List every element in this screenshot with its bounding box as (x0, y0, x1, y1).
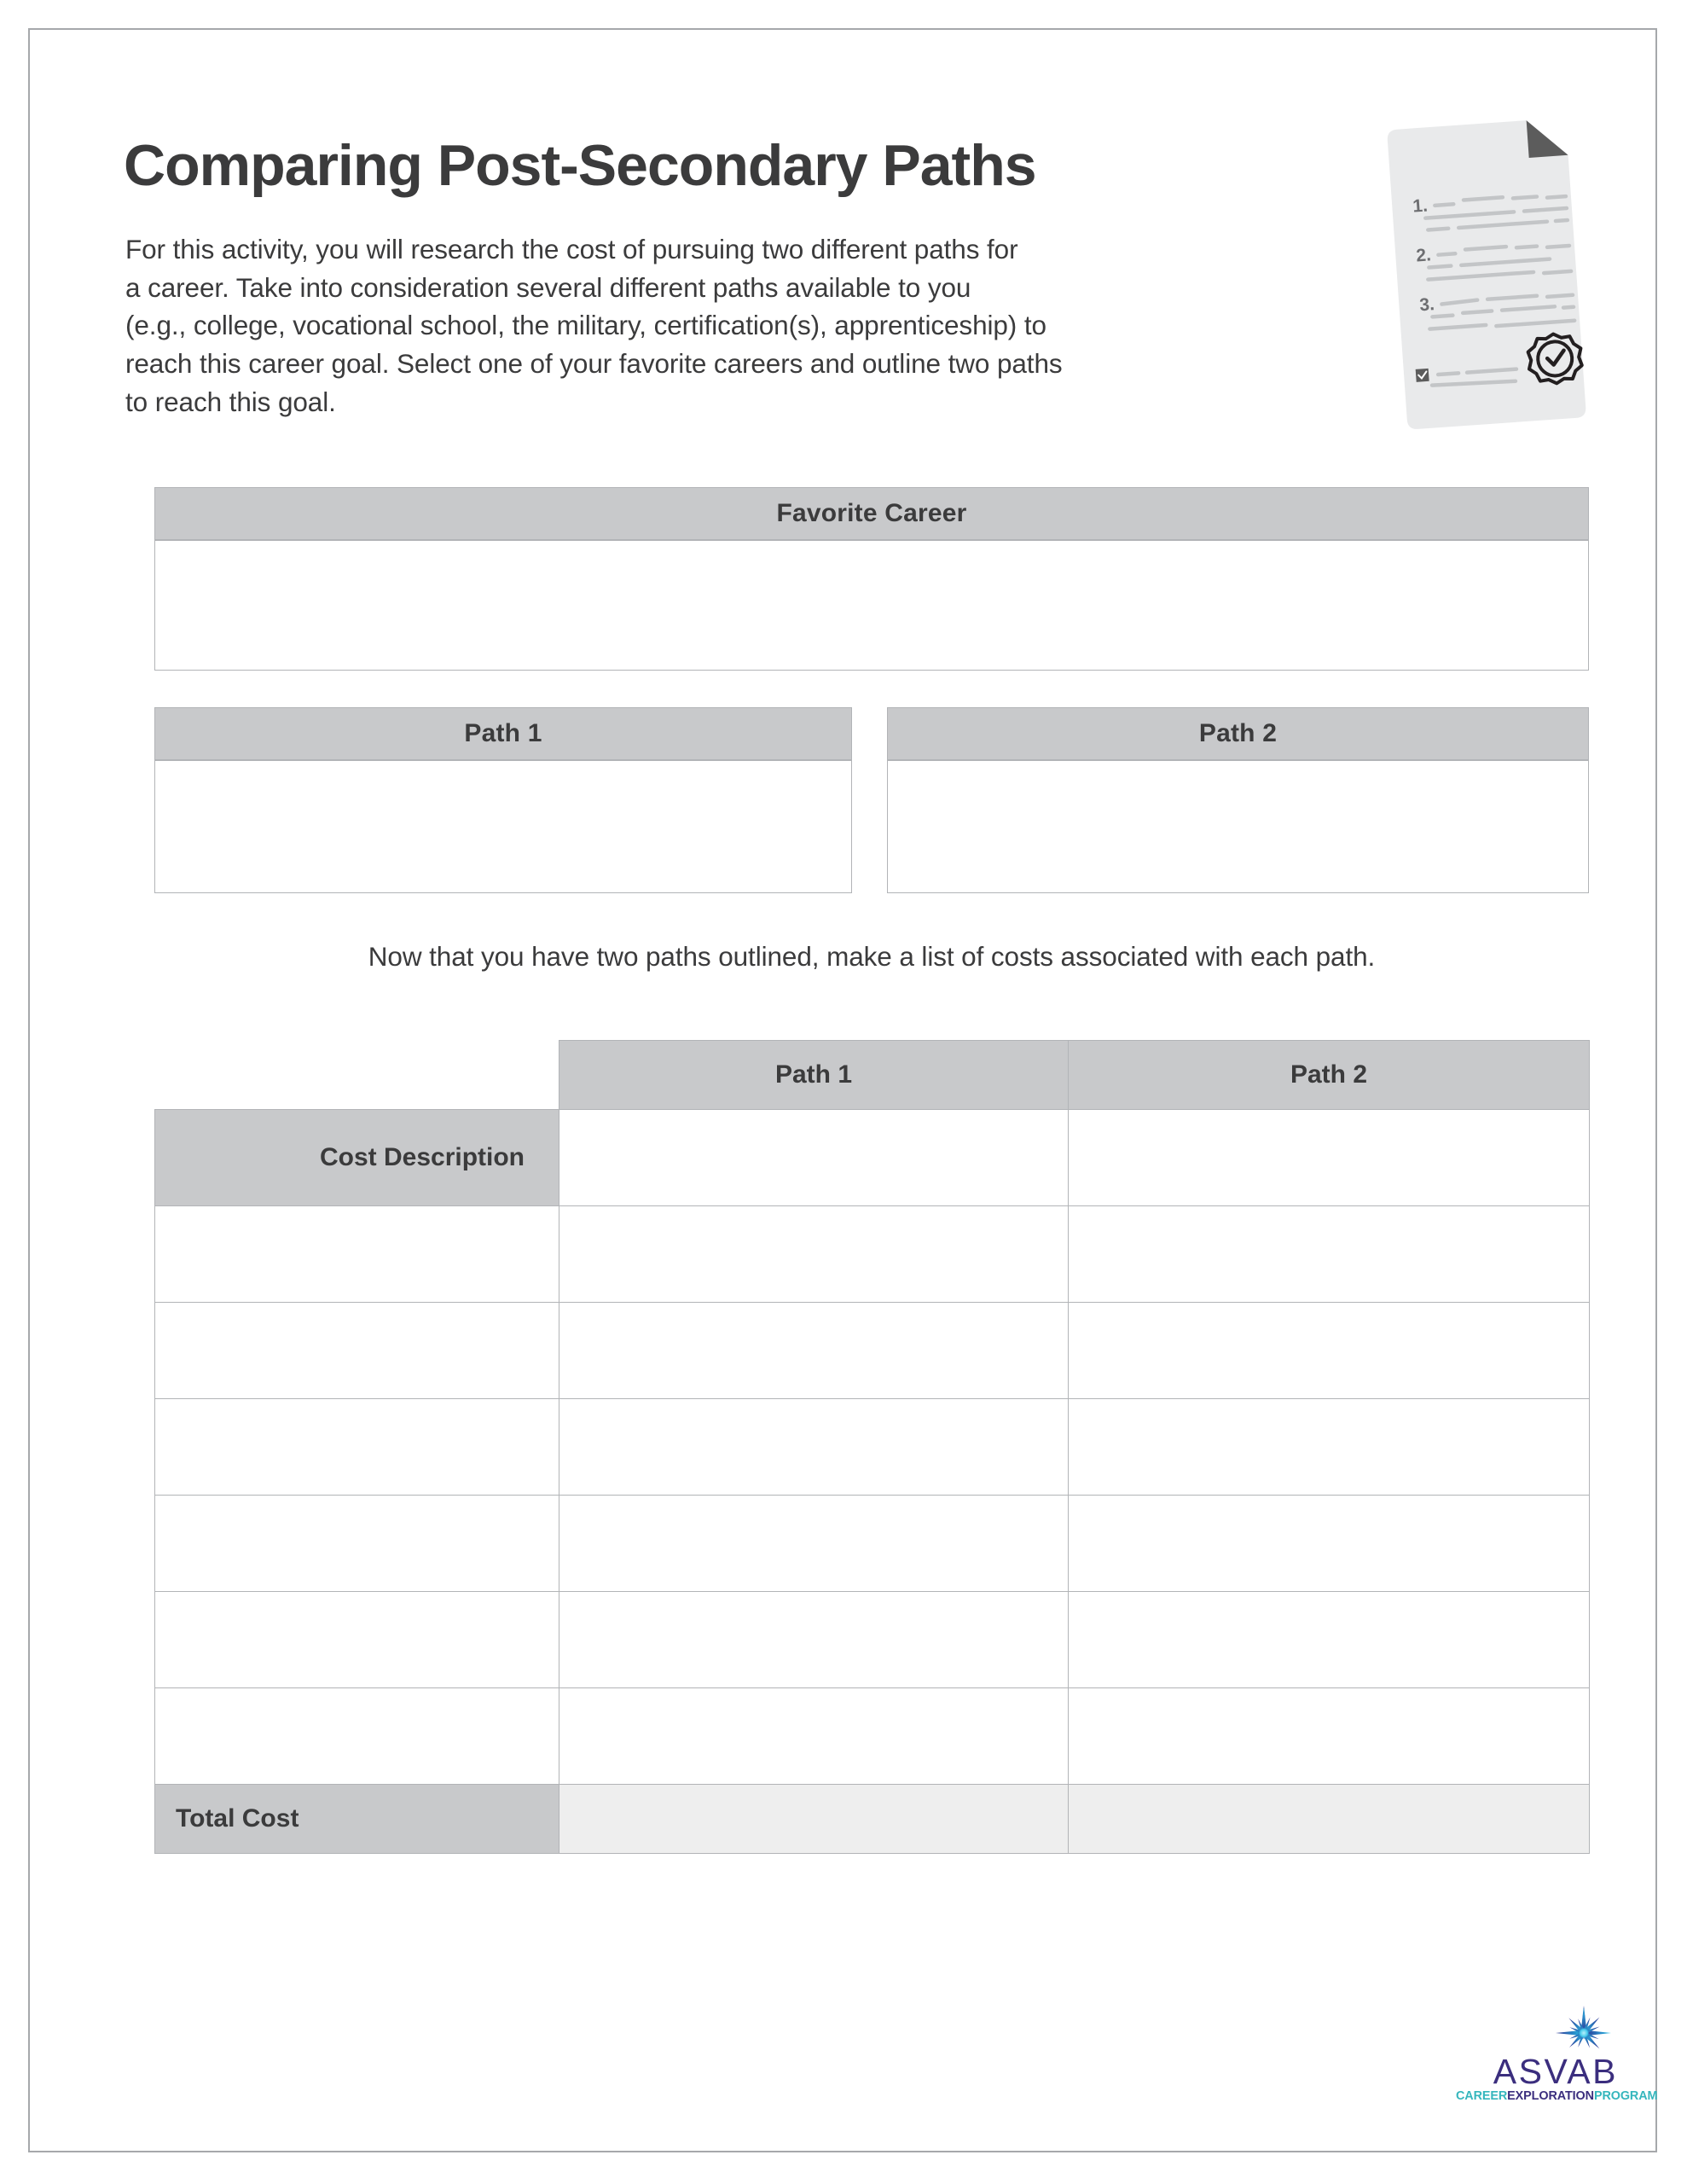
tagline-exploration: EXPLORATION (1507, 2089, 1594, 2103)
list-marker-1: 1. (1412, 195, 1429, 217)
path-1-input[interactable] (154, 760, 852, 893)
cost-cell-path2-4[interactable] (1069, 1399, 1590, 1496)
cost-cell-path1-6[interactable] (559, 1592, 1069, 1688)
cost-cell-path1-4[interactable] (559, 1399, 1069, 1496)
cost-cell-path2-3[interactable] (1069, 1303, 1590, 1399)
favorite-career-header: Favorite Career (154, 487, 1589, 540)
table-row (155, 1110, 1590, 1206)
tagline-career: CAREER (1456, 2089, 1508, 2103)
cost-cell-path2-7[interactable] (1069, 1688, 1590, 1785)
cost-cell-path2-2[interactable] (1069, 1206, 1590, 1303)
cost-table-col-header-path2: Path 2 (1069, 1041, 1590, 1110)
intro-line-4: reach this career goal. Select one of your favorite careers and outline two paths (125, 348, 1063, 380)
favorite-career-input[interactable] (154, 540, 1589, 671)
table-corner-cell (155, 1041, 559, 1110)
cost-cell-path1-2[interactable] (559, 1206, 1069, 1303)
intro-paragraph (125, 230, 1260, 421)
cost-label-cell-3[interactable] (155, 1303, 559, 1399)
list-marker-3: 3. (1418, 294, 1435, 316)
list-marker-2: 2. (1415, 245, 1432, 266)
asvab-wordmark: ASVAB (1493, 2052, 1618, 2091)
path-1-header: Path 1 (154, 707, 852, 760)
tagline-program: PROGRAM (1593, 2089, 1658, 2103)
cost-label-cell-4[interactable] (155, 1399, 559, 1496)
intro-line-5: to reach this goal. (125, 386, 336, 417)
cost-label-cell-2[interactable] (155, 1206, 559, 1303)
asvab-logo (1456, 2005, 1658, 2111)
table-row (155, 1206, 1590, 1303)
checkbox-icon (1416, 369, 1429, 382)
page-title: Comparing Post-Secondary Paths (124, 133, 1036, 198)
intro-line-2: a career. Take into consideration several different paths available to you (125, 271, 971, 303)
cost-cell-path2-6[interactable] (1069, 1592, 1590, 1688)
intro-line-1: For this activity, you will research the cost of pursuing two different paths for (125, 234, 1018, 264)
cost-label-cell-5[interactable] (155, 1496, 559, 1592)
cost-cell-path1-3[interactable] (559, 1303, 1069, 1399)
table-row (155, 1592, 1590, 1688)
cost-cell-path2-1[interactable] (1069, 1110, 1590, 1206)
total-cost-label: Total Cost (155, 1785, 559, 1854)
table-row (155, 1399, 1590, 1496)
cost-table-col-header-path1: Path 1 (559, 1041, 1069, 1110)
worksheet-page (28, 28, 1657, 2152)
total-cost-row (155, 1785, 1590, 1854)
table-header-row (155, 1041, 1590, 1110)
mid-instruction: Now that you have two paths outlined, make a list of costs associated with each path. (368, 941, 1376, 972)
cost-comparison-table (154, 1040, 1590, 1854)
asvab-tagline (1456, 2089, 1658, 2103)
cost-cell-path1-7[interactable] (559, 1688, 1069, 1785)
table-row (155, 1688, 1590, 1785)
table-row (155, 1496, 1590, 1592)
path-2-input[interactable] (887, 760, 1589, 893)
cost-cell-path1-1[interactable] (559, 1110, 1069, 1206)
cost-description-header: Cost Description (155, 1110, 559, 1206)
cost-label-cell-7[interactable] (155, 1688, 559, 1785)
path-2-header: Path 2 (887, 707, 1589, 760)
intro-line-3: (e.g., college, vocational school, the military, certification(s), apprenticeship) to (125, 310, 1046, 341)
document-checklist-icon (1356, 115, 1612, 431)
total-cost-path2[interactable] (1069, 1785, 1590, 1854)
cost-cell-path2-5[interactable] (1069, 1496, 1590, 1592)
cost-label-cell-6[interactable] (155, 1592, 559, 1688)
table-row (155, 1303, 1590, 1399)
total-cost-path1[interactable] (559, 1785, 1069, 1854)
cost-cell-path1-5[interactable] (559, 1496, 1069, 1592)
